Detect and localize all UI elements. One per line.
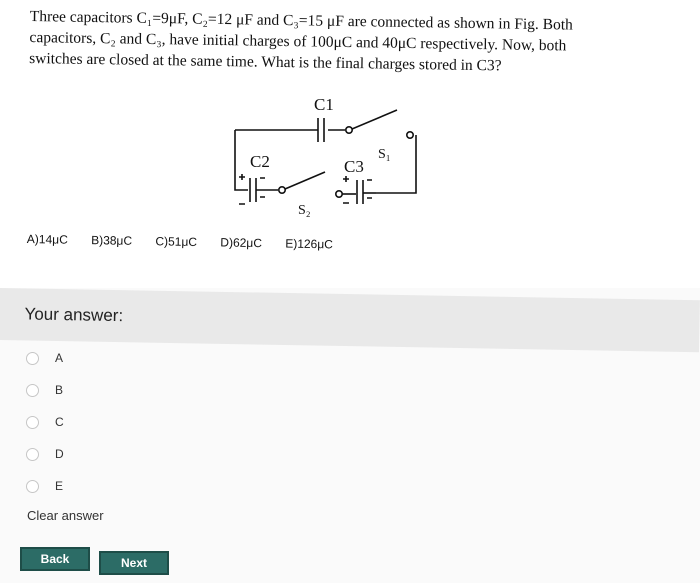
option-b[interactable] [26, 380, 63, 400]
s2-blade [285, 172, 325, 189]
answer-header [0, 288, 700, 352]
s2-label: S₂ [298, 203, 311, 218]
c3-plates [357, 180, 363, 204]
radio-c[interactable] [26, 416, 39, 429]
option-a-label: A [55, 351, 64, 365]
radio-d[interactable] [26, 448, 39, 461]
option-d[interactable] [26, 444, 64, 464]
option-c[interactable] [26, 412, 64, 432]
wire-left [235, 130, 248, 190]
option-c-label: C [55, 415, 64, 429]
c2-label: C2 [250, 152, 270, 171]
choice-b: B)38μC [91, 233, 133, 248]
question-block [29, 6, 670, 79]
radio-e[interactable] [26, 480, 39, 493]
radio-b[interactable] [26, 384, 39, 397]
s2-contact-left [279, 187, 285, 193]
circuit-diagram [220, 92, 430, 222]
c1-label: C1 [314, 95, 334, 114]
s2-contact-right [336, 191, 342, 197]
s1-contact-right [407, 132, 413, 138]
c3-label: C3 [344, 157, 364, 176]
circuit-svg [220, 92, 430, 222]
s1-contact-left [346, 127, 352, 133]
choice-list [27, 232, 427, 253]
next-button[interactable]: Next [99, 551, 169, 575]
c3-polarity [343, 176, 349, 203]
answer-header-label: Your answer: [24, 304, 124, 326]
c2-plates [250, 178, 256, 202]
question-line-2: capacitors, C₂ and C₃, have initial charges of 100μC and 40μC respectively. Now, both [29, 28, 567, 55]
choice-c: C)51μC [155, 234, 198, 249]
option-e-label: E [55, 479, 64, 493]
question-line-3: switches are closed at the same time. What is the final charges stored in C3? [29, 49, 502, 75]
question-line-1: Three capacitors C₁=9μF, C₂=12 μF and C₃=15 μF are connected as shown in Fig. Both [29, 7, 574, 34]
s1-label: S₁ [378, 147, 391, 162]
option-d-label: D [55, 447, 64, 461]
c2-polarity [239, 174, 245, 204]
back-button[interactable]: Back [20, 547, 90, 571]
clear-answer-link[interactable]: Clear answer [27, 508, 104, 523]
option-a[interactable] [26, 348, 63, 368]
option-b-label: B [55, 383, 64, 397]
choice-e: E)126μC [285, 236, 334, 252]
s1-blade [352, 110, 397, 129]
c3-polarity-right [367, 180, 372, 198]
c2-polarity-right [260, 178, 265, 197]
choice-d: D)62μC [220, 235, 263, 251]
option-e[interactable] [26, 476, 63, 496]
wire-right [376, 135, 416, 193]
radio-a[interactable] [26, 352, 39, 365]
c1-plates [318, 118, 324, 142]
choice-a: A)14μC [26, 232, 68, 247]
answer-panel [0, 288, 700, 583]
